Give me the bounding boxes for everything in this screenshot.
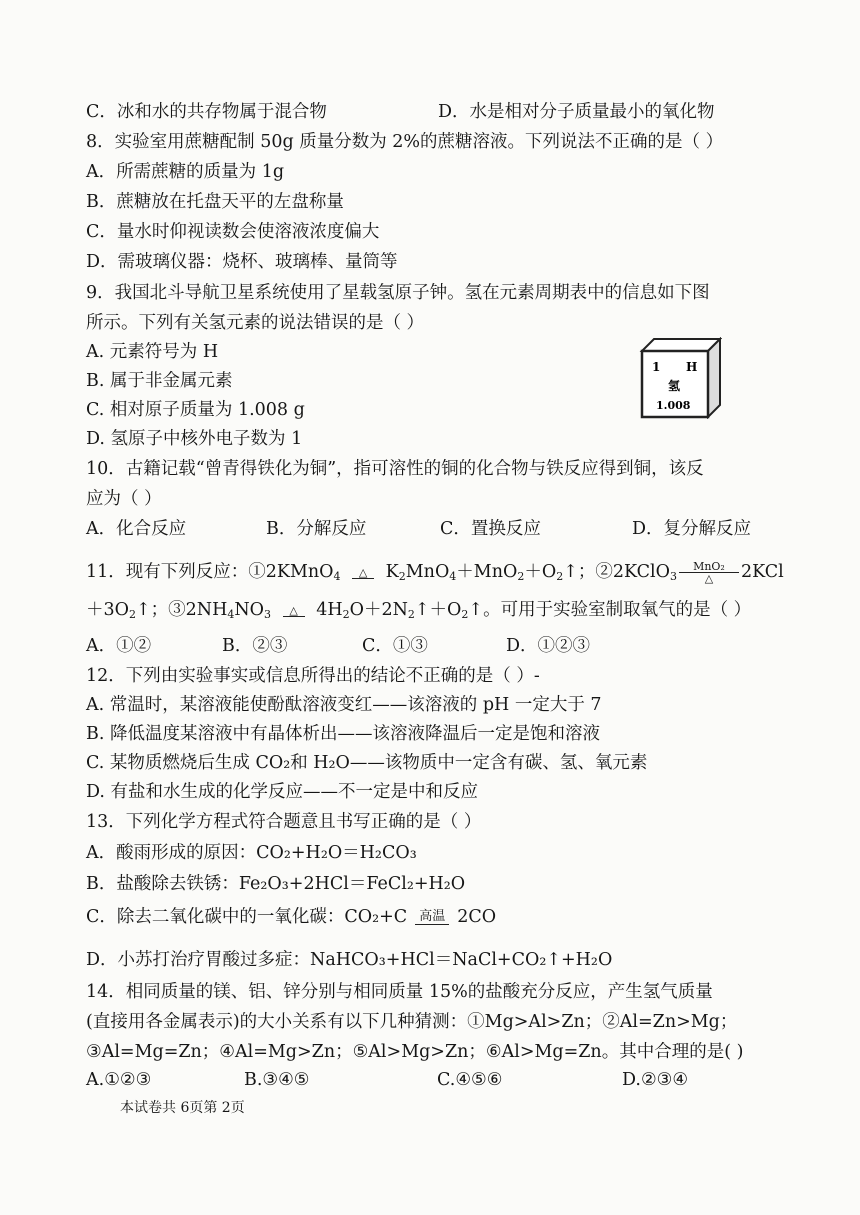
q8-option-b: B．蔗糖放在托盘天平的左盘称量: [86, 192, 344, 212]
element-card-drawing: [638, 337, 722, 419]
q13-option-b: B．盐酸除去铁锈：Fe₂O₃+2HCl＝FeCl₂+H₂O: [86, 874, 466, 894]
q10-stem-line1: 10．古籍记载“曾青得铁化为铜”，指可溶性的铜的化合物与铁反应得到铜，该反: [86, 459, 704, 479]
q14-option-c: C.④⑤⑥: [437, 1070, 503, 1090]
q14-stem-line1: 14．相同质量的镁、铝、锌分别与相同质量 15%的盐酸充分反应，产生氢气质量: [86, 982, 713, 1002]
q11-line1: 11．现有下列反应：①2KMnO$_4$ △ $K_2MnO_4+MnO_2+O_2↑$；②2KClO$_3$ MnO₂ △ 2KCl: [86, 560, 784, 585]
heat-condition-2: △: [283, 605, 305, 617]
q14-option-d: D.②③④: [622, 1070, 689, 1090]
high-temp-condition: 高温: [415, 910, 449, 925]
q9-option-c: C. 相对原子质量为 1.008 g: [86, 400, 305, 420]
q11-option-d: D．①②③: [506, 636, 591, 656]
q8-option-c: C．量水时仰视读数会使溶液浓度偏大: [86, 222, 380, 242]
q8-option-a: A．所需蔗糖的质量为 1g: [86, 162, 285, 182]
q12-option-b: B. 降低温度某溶液中有晶体析出——该溶液降温后一定是饱和溶液: [86, 724, 600, 744]
q9-stem-line1: 9．我国北斗导航卫星系统使用了星载氢原子钟。氢在元素周期表中的信息如下图: [86, 283, 710, 303]
q12-stem: 12．下列由实验事实或信息所得出的结论不正确的是（ ）-: [86, 666, 540, 686]
q14-option-b: B.③④⑤: [244, 1070, 310, 1090]
element-name: 氢: [668, 379, 681, 393]
q8-stem: 8．实验室用蔗糖配制 50g 质量分数为 2%的蔗糖溶液。下列说法不正确的是（ ）: [86, 132, 724, 152]
hydrogen-element-card: [638, 337, 722, 419]
q14-option-a: A.①②③: [86, 1070, 152, 1090]
q7-option-c: C．冰和水的共存物属于混合物: [86, 102, 327, 122]
q10-option-b: B．分解反应: [266, 519, 367, 539]
q10-stem-line2: 应为（ ）: [86, 489, 162, 509]
q12-option-a: A. 常温时，某溶液能使酚酞溶液变红——该溶液的 pH 一定大于 7: [86, 695, 602, 715]
q13-option-c: C．除去二氧化碳中的一氧化碳：CO₂+C 高温 2CO: [86, 907, 497, 927]
q9-option-a: A. 元素符号为 H: [86, 342, 219, 362]
q9-option-d: D. 氢原子中核外电子数为 1: [86, 429, 303, 449]
q9-option-b: B. 属于非金属元素: [86, 371, 233, 391]
element-symbol: H: [686, 360, 698, 374]
q11-line2: $+3O_2↑$；$③2NH_4NO_3$ △ $4H_2O+2N_2↑+O_2↑$。可用于实验室制取氧气的是（ ）: [86, 600, 752, 621]
q10-option-d: D．复分解反应: [632, 519, 752, 539]
q9-stem-line2: 所示。下列有关氢元素的说法错误的是（ ）: [86, 313, 425, 333]
q13-option-a: A．酸雨形成的原因：CO₂+H₂O＝H₂CO₃: [86, 843, 417, 863]
q11-option-a: A．①②: [86, 636, 152, 656]
catalyst-heat-condition: MnO₂ △: [679, 561, 739, 584]
heat-condition: △: [352, 567, 374, 579]
q13-stem: 13．下列化学方程式符合题意且书写正确的是（ ）: [86, 812, 482, 832]
q14-stem-line3: ③Al=Mg=Zn；④Al=Mg>Zn；⑤Al>Mg>Zn；⑥Al>Mg=Zn。其中合理的是( ): [86, 1042, 744, 1062]
q14-stem-line2: (直接用各金属表示)的大小关系有以下几种猜测：①Mg>Al>Zn；②Al=Zn>Mg；: [86, 1012, 738, 1032]
q12-option-d: D. 有盐和水生成的化学反应——不一定是中和反应: [86, 782, 479, 802]
q10-option-a: A．化合反应: [86, 519, 187, 539]
page-footer: 本试卷共 6页第 2页: [120, 1100, 245, 1116]
element-number: 1: [652, 360, 661, 374]
q13-option-d: D．小苏打治疗胃酸过多症：NaHCO₃+HCl＝NaCl+CO₂↑+H₂O: [86, 950, 613, 970]
element-mass: 1.008: [656, 399, 691, 412]
q7-option-d: D．水是相对分子质量最小的氧化物: [438, 102, 715, 122]
q10-option-c: C．置换反应: [440, 519, 541, 539]
q12-option-c: C. 某物质燃烧后生成 CO₂和 H₂O——该物质中一定含有碳、氢、氧元素: [86, 753, 648, 773]
q11-option-c: C．①③: [362, 636, 428, 656]
q8-option-d: D．需玻璃仪器：烧杯、玻璃棒、量筒等: [86, 252, 398, 272]
q11-option-b: B．②③: [222, 636, 288, 656]
